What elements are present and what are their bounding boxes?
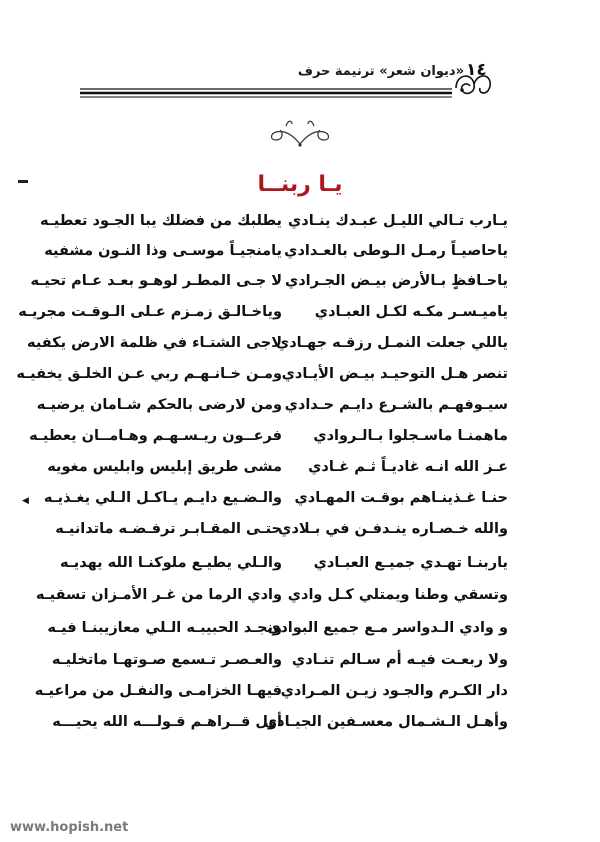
verse-first-hemistich: عـز الله انـه غاديـاً ثـم غـادي xyxy=(308,459,508,475)
verse-first-hemistich: ياحاصيـاً رمـل الـوطى بالعـدادي xyxy=(284,243,508,259)
verse-first-hemistich: و وادي الـدواسر مـع جميع البوادي xyxy=(267,620,508,636)
margin-arrow-icon: ◀ xyxy=(22,496,29,506)
verse-second-hemistich: والعـصـر تـسمع صـوتهـا ماتخليـه xyxy=(51,652,282,668)
verse-first-hemistich: حنـا غـذينـاهم بوقـت المهـادي xyxy=(294,490,508,506)
verse-second-hemistich: فيهـا الخزامـى والنفـل من مراعيـه xyxy=(34,683,282,699)
verse-first-hemistich: ياميـسـر مكـه لكـل العبـادي xyxy=(314,304,508,320)
verse-first-hemistich: يـارب تـالي الليـل عبـدك ينـادي xyxy=(287,213,508,229)
verse-second-hemistich: ونجـد الحبيبـه الـلي معازيبنـا فيـه xyxy=(47,620,282,636)
verse-first-hemistich: سيـوفهـم بالشـرع دايـم حـدادي xyxy=(284,397,508,413)
verse-second-hemistich: وياخـالـق زمـزم عـلى الـوقـت مجريـه xyxy=(18,304,282,320)
verse-second-hemistich: لا جـى المطـر لوهـو بعـد عـام تحيـه xyxy=(30,273,282,289)
verse-second-hemistich: لاجى الشتـاء في ظلمة الارض يكفيه xyxy=(27,335,282,351)
verse-first-hemistich: دار الكـرم والجـود زيـن المـرادي xyxy=(280,683,508,699)
verse-second-hemistich: مشى طريق إبليس وابليس مغويه xyxy=(47,459,282,475)
verse-first-hemistich: ياربنـا تهـدي جميـع العبـادي xyxy=(313,555,508,571)
verse-first-hemistich: ياحـافظٍ بـالأرض بيـض الجـرادي xyxy=(284,273,508,289)
verse-second-hemistich: أول قــراهـم قـولـــه الله يحيـــه xyxy=(52,714,282,730)
verse-second-hemistich: والـضـيع دايـم يـاكـل الـلي يغـذيـه xyxy=(43,490,282,506)
verse-second-hemistich: فرعــون ريـسـهـم وهـامــان يعطيـه xyxy=(29,428,282,444)
verse-second-hemistich: يطلبك من فضلك يبا الجـود تعطيـه xyxy=(40,213,282,229)
verse-first-hemistich: ياللي جعلت النمـل رزقـه جهـادي xyxy=(275,335,508,351)
verse-first-hemistich: تنصر هـل التوحيـد بيـض الأيـادي xyxy=(281,366,508,382)
verse-first-hemistich: وأهـل الـشـمال معسـفين الجيـادي xyxy=(263,714,508,730)
verse-second-hemistich: ومن لارضى بالحكم شـامان يرضيـه xyxy=(36,397,282,413)
verse-first-hemistich: ولا ربعـت فيـه أم سـالم تنـادي xyxy=(291,652,508,668)
book-title: «ديوان شعر» ترنيمة حرف xyxy=(297,64,464,79)
verse-second-hemistich: يامنجيـاً موسـى وذا النـون مشفيه xyxy=(44,243,282,259)
verse-second-hemistich: ومـن خـانـهـم ربي عـن الخلـق يخفيـه xyxy=(16,366,282,382)
verse-second-hemistich: وادي الرما من غـر الأمـزان تسقيـه xyxy=(35,587,282,603)
verse-first-hemistich: وتسقي وطنا ويمتلي كـل وادي xyxy=(287,587,508,603)
page-number: ١٤ xyxy=(466,60,487,80)
poem-title: يـا ربنــا xyxy=(257,172,343,197)
verse-first-hemistich: والله خـصـاره ينـدفـن في بـلادي xyxy=(278,521,508,537)
verse-second-hemistich: والـلي يطيـع ملوكنـا الله يهديـه xyxy=(60,555,282,571)
site-watermark: www.hopish.net xyxy=(10,820,129,835)
verse-first-hemistich: ماهمنـا ماسـجلوا بـالـروادي xyxy=(313,428,508,444)
verse-second-hemistich: حتـى المقـابـر ترفـضـه ماتدانيـه xyxy=(55,521,282,537)
